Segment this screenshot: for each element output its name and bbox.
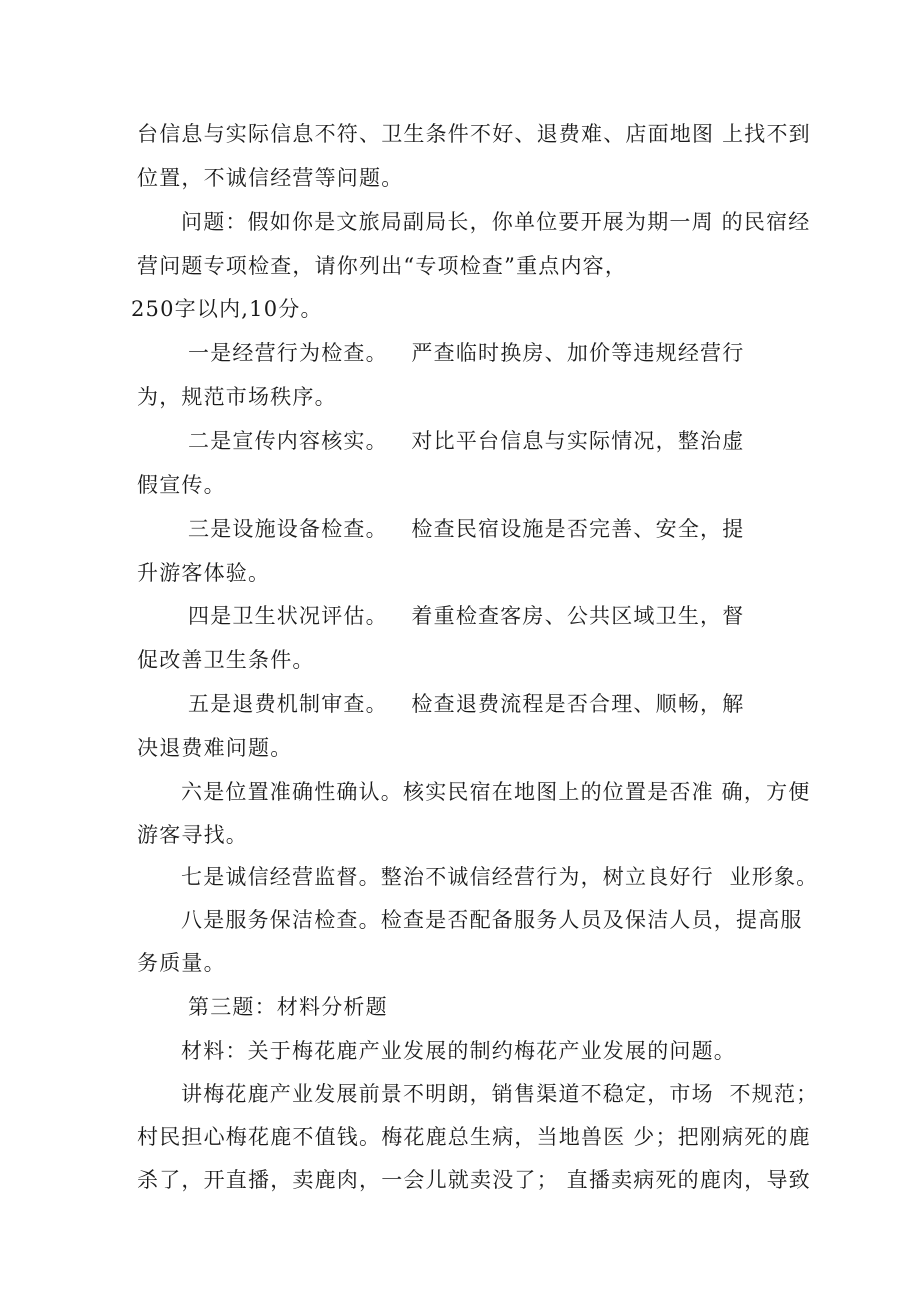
material-line: 村民担心梅花鹿不值钱。梅花鹿总生病，当地兽医 少；把刚病死的鹿	[137, 1125, 811, 1149]
answer-item-1-cont: 为，规范市场秩序。	[137, 385, 337, 409]
text-line: 位置，不诚信经营等问题。	[137, 166, 404, 190]
answer-item-8: 八是服务保洁检查。检查是否配备服务人员及保洁人员，提高服	[181, 908, 803, 932]
answer-item-4-cont: 促改善卫生条件。	[137, 648, 315, 672]
answer-item-5-cont: 决退费难问题。	[137, 736, 293, 760]
answer-item-3: 三是设施设备检查。 检查民宿设施是否完善、安全，提	[188, 517, 745, 541]
question-line: 营问题专项检查，请你列出“专项检查”重点内容，	[137, 254, 628, 278]
answer-item-3-cont: 升游客体验。	[137, 561, 271, 585]
answer-item-8-cont: 务质量。	[137, 951, 226, 975]
text-line: 台信息与实际信息不符、卫生条件不好、退费难、店面地图 上找不到	[137, 122, 811, 146]
answer-item-6: 六是位置准确性确认。核实民宿在地图上的位置是否准 确，方便	[181, 780, 811, 804]
answer-item-2-cont: 假宣传。	[137, 473, 226, 497]
material-line: 讲梅花鹿产业发展前景不明朗，销售渠道不稳定，市场 不规范；	[181, 1082, 819, 1106]
answer-item-7: 七是诚信经营监督。整治不诚信经营行为，树立良好行 业形象。	[181, 865, 819, 889]
answer-item-1: 一是经营行为检查。 严查临时换房、加价等违规经营行	[188, 341, 745, 365]
word-limit-line: 250字以内,10分。	[131, 297, 323, 321]
material-line: 材料：关于梅花鹿产业发展的制约梅花产业发展的问题。	[181, 1039, 736, 1063]
question-line: 问题：假如你是文旅局副局长，你单位要开展为期一周 的民宿经	[181, 210, 811, 234]
section-heading: 第三题：材料分析题	[188, 995, 388, 1019]
answer-item-4: 四是卫生状况评估。 着重检查客房、公共区域卫生，督	[188, 604, 745, 628]
answer-item-6-cont: 游客寻找。	[137, 823, 248, 847]
answer-item-2: 二是宣传内容核实。 对比平台信息与实际情况，整治虚	[188, 429, 745, 453]
material-line: 杀了，开直播，卖鹿肉，一会儿就卖没了； 直播卖病死的鹿肉，导致	[137, 1168, 811, 1192]
answer-item-5: 五是退费机制审查。 检查退费流程是否合理、顺畅，解	[188, 692, 745, 716]
